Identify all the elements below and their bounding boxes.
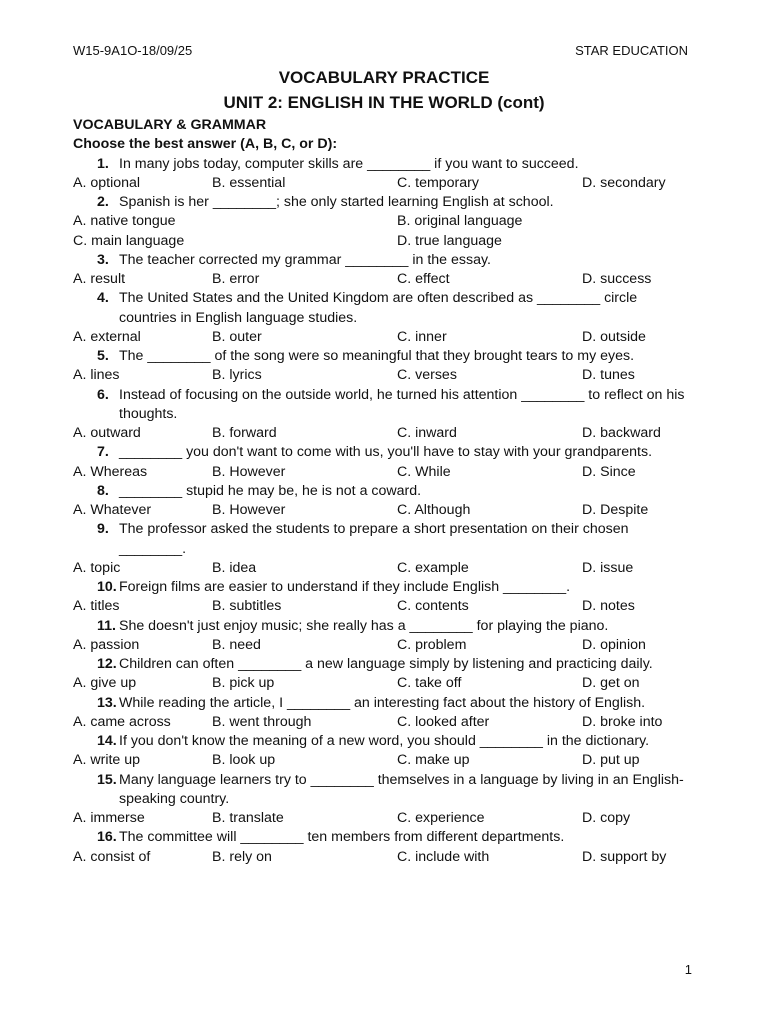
- question-item: [73, 347, 695, 386]
- options-row: [73, 463, 695, 482]
- answer-option: C. looked after: [397, 713, 490, 730]
- question-item: [73, 386, 695, 444]
- question-text: While reading the article, I ________ an interesting fact about the history of English.: [119, 694, 646, 711]
- question-row: [73, 732, 695, 751]
- options-row: [73, 270, 695, 289]
- options-row: [73, 713, 695, 732]
- answer-option: C. temporary: [397, 174, 479, 191]
- answer-option: B. went through: [212, 713, 312, 730]
- question-number: [73, 289, 119, 328]
- question-text: The United States and the United Kingdom are often described as ________ circle countries in English language studies.: [119, 290, 638, 326]
- instruction-text: Choose the best answer (A, B, C, or D):: [73, 136, 338, 153]
- answer-option: D. Despite: [582, 502, 649, 518]
- header-code: W15-9A1O-18/09/25: [73, 43, 193, 58]
- question-item: [73, 482, 695, 521]
- question-text: She doesn't just enjoy music; she really has a ________ for playing the piano.: [119, 617, 609, 634]
- options-row: [73, 174, 695, 193]
- question-row: [73, 386, 695, 425]
- question-number-label: 16.: [97, 829, 117, 846]
- question-number: [73, 347, 119, 366]
- answer-option: C. contents: [397, 598, 469, 615]
- answer-option: A. lines: [73, 367, 120, 384]
- document-subtitle: UNIT 2: ENGLISH IN THE WORLD (cont): [223, 93, 545, 112]
- question-item: [73, 828, 695, 867]
- question-number: [73, 443, 119, 462]
- answer-option: B. pick up: [212, 675, 275, 692]
- answer-option: C. example: [397, 559, 469, 576]
- question-text: In many jobs today, computer skills are ________ if you want to succeed.: [119, 155, 579, 172]
- question-item: [73, 443, 695, 482]
- answer-option: C. inner: [397, 328, 447, 345]
- question-text: The teacher corrected my grammar ________ in the essay.: [119, 251, 491, 268]
- section-heading: VOCABULARY & GRAMMAR: [73, 117, 267, 133]
- question-number-label: 1.: [97, 155, 109, 172]
- question-number: [73, 520, 119, 559]
- options-row: [73, 674, 695, 693]
- answer-option: B. need: [212, 636, 261, 653]
- answer-option: A. Whatever: [73, 502, 152, 518]
- options-row: [73, 559, 695, 578]
- question-row: [73, 655, 695, 674]
- question-row: [73, 482, 695, 501]
- answer-option: D. notes: [582, 598, 635, 615]
- answer-option: D. true language: [397, 232, 502, 249]
- answer-option: A. topic: [73, 559, 121, 576]
- question-row: [73, 193, 695, 212]
- options-row: [73, 501, 695, 520]
- answer-option: C. make up: [397, 752, 470, 769]
- answer-option: C. Although: [397, 502, 471, 518]
- question-text: Many language learners try to ________ themselves in a language by living in an English-speaking country.: [119, 771, 684, 807]
- answer-option: D. Since: [582, 463, 636, 480]
- question-text: ________ you don't want to come with us, you'll have to stay with your grandparents.: [119, 444, 653, 461]
- answer-option: B. However: [212, 463, 286, 480]
- answer-option: A. write up: [73, 752, 141, 769]
- answer-option: C. include with: [397, 848, 490, 865]
- answer-option: D. put up: [582, 752, 640, 769]
- question-number-label: 8.: [97, 482, 109, 499]
- answer-option: D. issue: [582, 559, 634, 576]
- question-text: ________ stupid he may be, he is not a coward.: [119, 482, 422, 499]
- worksheet-content: [73, 116, 695, 867]
- question-number-label: 7.: [97, 444, 109, 461]
- answer-option: C. While: [397, 463, 451, 480]
- header-organization: STAR EDUCATION: [575, 43, 688, 58]
- question-number: [73, 251, 119, 270]
- question-number-label: 14.: [97, 733, 117, 749]
- options-row: [73, 212, 695, 231]
- answer-option: D. backward: [582, 425, 661, 441]
- answer-option: B. original language: [397, 213, 523, 230]
- answer-option: A. immerse: [73, 810, 145, 826]
- question-item: [73, 251, 695, 290]
- question-item: [73, 155, 695, 194]
- answer-option: B. translate: [212, 810, 284, 826]
- answer-option: A. came across: [73, 713, 171, 730]
- answer-option: A. outward: [73, 425, 141, 441]
- answer-option: D. get on: [582, 675, 640, 692]
- page-number: 1: [684, 962, 692, 977]
- answer-option: D. copy: [582, 810, 631, 826]
- question-row: [73, 289, 695, 328]
- answer-option: A. consist of: [73, 848, 151, 865]
- answer-option: C. experience: [397, 810, 485, 826]
- question-number-label: 6.: [97, 386, 109, 403]
- question-row: [73, 443, 695, 462]
- question-row: [73, 251, 695, 270]
- answer-option: C. main language: [73, 232, 185, 249]
- options-row: [73, 424, 695, 443]
- question-row: [73, 828, 695, 847]
- question-item: [73, 655, 695, 694]
- answer-option: A. result: [73, 271, 126, 287]
- question-item: [73, 578, 695, 617]
- question-number: [73, 732, 119, 751]
- answer-option: D. tunes: [582, 367, 635, 384]
- question-text: Foreign films are easier to understand if they include English ________.: [119, 579, 571, 595]
- answer-option: B. rely on: [212, 848, 272, 865]
- question-row: [73, 155, 695, 174]
- question-item: [73, 617, 695, 656]
- question-number: [73, 193, 119, 212]
- question-number: [73, 655, 119, 674]
- question-row: [73, 617, 695, 636]
- answer-option: A. give up: [73, 675, 137, 692]
- answer-option: A. optional: [73, 174, 141, 191]
- answer-option: D. opinion: [582, 636, 646, 653]
- question-text: If you don't know the meaning of a new word, you should ________ in the dictionary.: [119, 733, 650, 749]
- answer-option: B. outer: [212, 328, 262, 345]
- question-row: [73, 771, 695, 810]
- answer-option: A. titles: [73, 598, 120, 615]
- answer-option: D. outside: [582, 328, 646, 345]
- question-number: [73, 617, 119, 636]
- question-number-label: 4.: [97, 290, 109, 307]
- answer-option: B. look up: [212, 752, 276, 769]
- question-row: [73, 520, 695, 559]
- answer-option: D. broke into: [582, 713, 663, 730]
- answer-option: D. secondary: [582, 174, 666, 191]
- question-item: [73, 771, 695, 829]
- question-item: [73, 732, 695, 771]
- question-number-label: 3.: [97, 251, 109, 268]
- question-number-label: 13.: [97, 694, 117, 711]
- options-row: [73, 328, 695, 347]
- question-text: The professor asked the students to prepare a short presentation on their chosen ________.: [119, 521, 629, 557]
- question-number-label: 12.: [97, 656, 117, 672]
- question-number-label: 11.: [97, 617, 116, 634]
- question-item: [73, 694, 695, 733]
- document-title: VOCABULARY PRACTICE: [278, 68, 490, 87]
- answer-option: C. problem: [397, 636, 467, 653]
- question-number: [73, 771, 119, 810]
- question-number-label: 2.: [97, 194, 109, 210]
- answer-option: C. take off: [397, 675, 462, 692]
- question-text: The committee will ________ ten members from different departments.: [119, 829, 565, 846]
- options-row: [73, 751, 695, 770]
- question-number: [73, 482, 119, 501]
- question-number-label: 15.: [97, 771, 117, 788]
- question-number-label: 10.: [97, 579, 117, 595]
- answer-option: B. forward: [212, 425, 277, 441]
- question-row: [73, 694, 695, 713]
- answer-option: B. subtitles: [212, 598, 282, 615]
- question-number: [73, 578, 119, 597]
- answer-option: A. native tongue: [73, 213, 176, 230]
- question-item: [73, 520, 695, 578]
- answer-option: C. effect: [397, 271, 450, 287]
- question-number: [73, 828, 119, 847]
- answer-option: B. lyrics: [212, 367, 262, 384]
- answer-option: C. inward: [397, 425, 457, 441]
- question-list: [73, 155, 695, 867]
- question-number: [73, 155, 119, 174]
- question-item: [73, 289, 695, 347]
- answer-option: B. essential: [212, 174, 286, 191]
- options-row: [73, 636, 695, 655]
- options-row: [73, 848, 695, 867]
- answer-option: C. verses: [397, 367, 457, 384]
- question-row: [73, 347, 695, 366]
- question-number-label: 5.: [97, 348, 109, 364]
- question-number-label: 9.: [97, 521, 109, 538]
- question-row: [73, 578, 695, 597]
- question-item: [73, 193, 695, 251]
- question-text: Children can often ________ a new language simply by listening and practicing daily.: [119, 656, 653, 672]
- options-row: [73, 809, 695, 828]
- answer-option: B. error: [212, 271, 260, 287]
- answer-option: D. support by: [582, 848, 667, 865]
- options-row: [73, 366, 695, 385]
- answer-option: D. success: [582, 271, 652, 287]
- options-row: [73, 232, 695, 251]
- question-text: Instead of focusing on the outside world, he turned his attention ________ to reflect on his thoughts.: [119, 386, 685, 422]
- question-number: [73, 694, 119, 713]
- answer-option: A. external: [73, 328, 141, 345]
- question-text: Spanish is her ________; she only started learning English at school.: [119, 194, 554, 210]
- question-number: [73, 386, 119, 425]
- answer-option: A. Whereas: [73, 463, 148, 480]
- answer-option: A. passion: [73, 636, 140, 653]
- question-text: The ________ of the song were so meaningful that they brought tears to my eyes.: [119, 348, 635, 364]
- answer-option: B. However: [212, 502, 286, 518]
- options-row: [73, 597, 695, 616]
- answer-option: B. idea: [212, 559, 257, 576]
